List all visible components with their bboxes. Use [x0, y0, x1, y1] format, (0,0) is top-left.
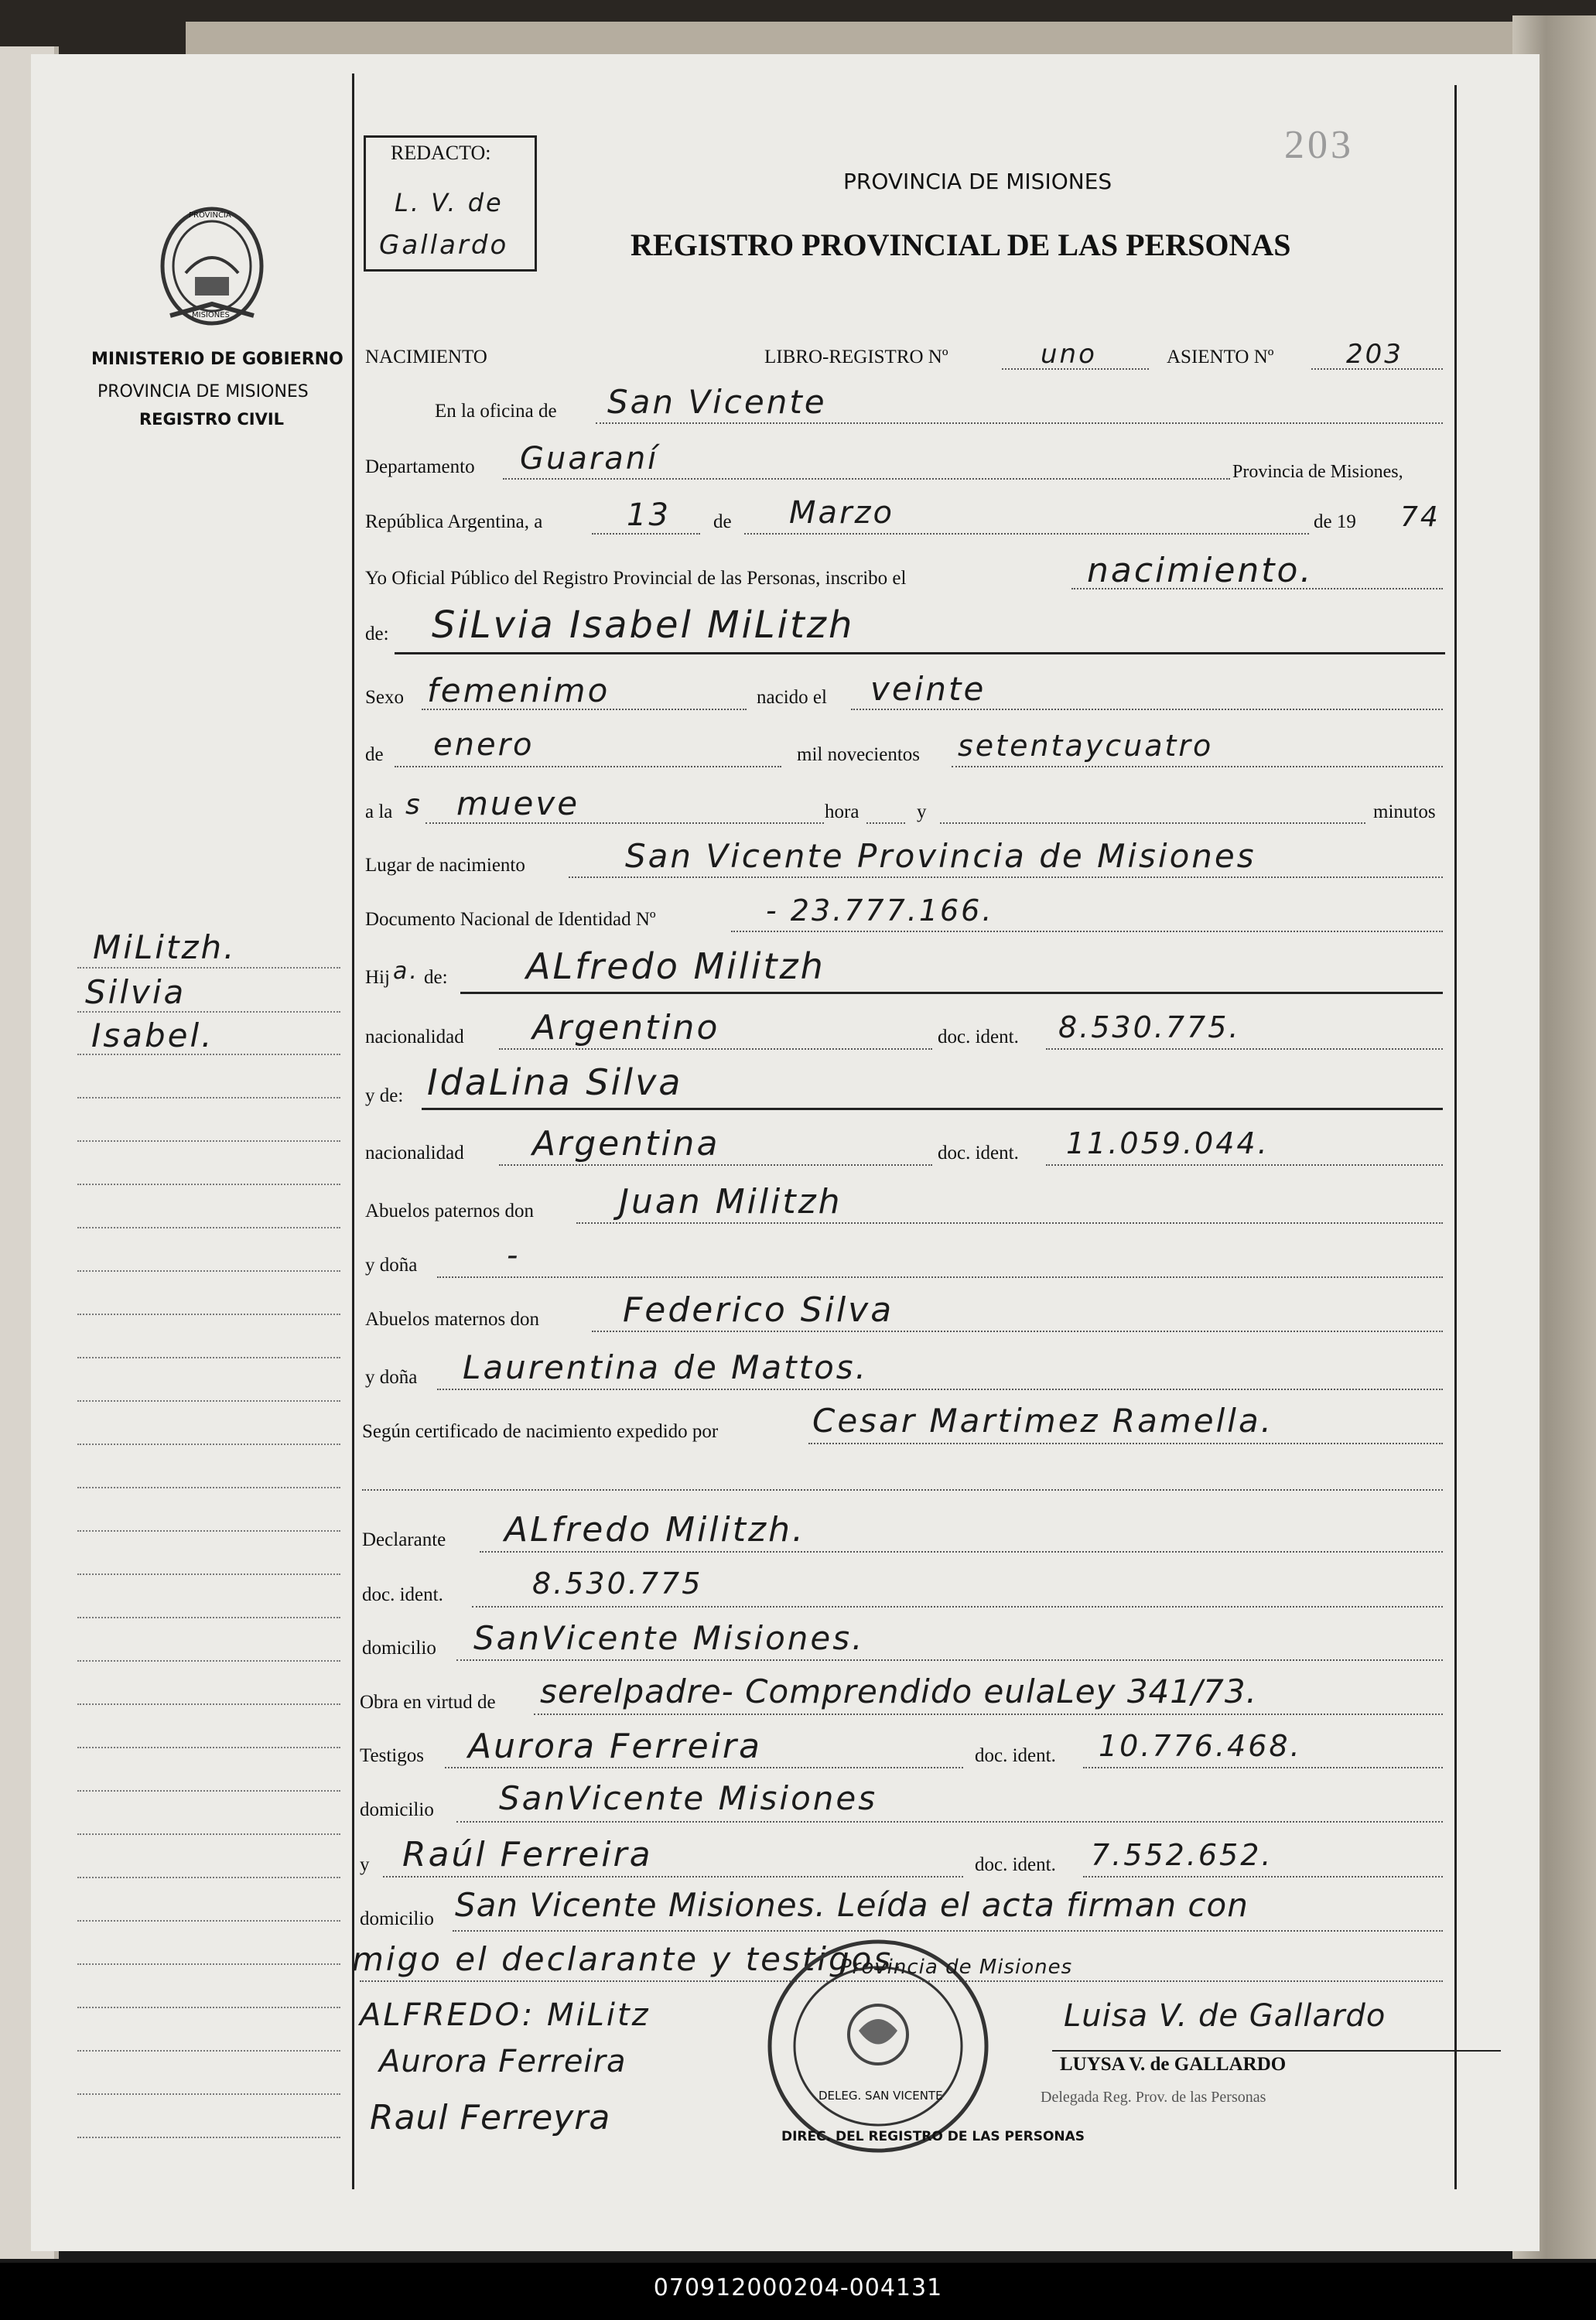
line-abuelo-paterno: [576, 1222, 1443, 1224]
line-lugar: [569, 876, 1443, 878]
signature-testigo-2: Raul Ferreyra: [370, 2098, 611, 2137]
value-madre: IdaLina Silva: [427, 1061, 683, 1103]
margin-line: [77, 967, 340, 969]
value-mes-nac: enero: [433, 727, 535, 763]
margin-line: [77, 2050, 340, 2052]
signature-official-line: [1052, 2050, 1501, 2052]
label-a-la: a la: [365, 801, 393, 822]
signature-official: Luisa V. de Gallardo: [1064, 1998, 1386, 2034]
label-de-nombre: de:: [365, 624, 389, 644]
value-testigo-1: Aurora Ferreira: [468, 1727, 762, 1766]
line-nacionalidad-madre: [499, 1164, 932, 1166]
label-testigos: Testigos: [360, 1745, 424, 1766]
value-sexo: femenimo: [427, 671, 610, 709]
label-documento: Documento Nacional de Identidad Nº: [365, 909, 656, 930]
margin-line: [77, 1920, 340, 1922]
value-lugar: San Vicente Provincia de Misiones: [625, 837, 1256, 875]
value-testigo-2-doc: 7.552.652.: [1091, 1838, 1273, 1872]
value-declarante-domicilio: SanVicente Misiones.: [473, 1619, 865, 1657]
line-testigo-1-domicilio: [456, 1821, 1443, 1823]
line-declarante-domicilio: [456, 1659, 1443, 1661]
label-testigo-2-domicilio: domicilio: [360, 1908, 434, 1929]
margin-name-1: MiLitzh.: [93, 928, 237, 966]
line-minutos: [940, 822, 1365, 824]
label-nacionalidad-madre: nacionalidad: [365, 1143, 464, 1163]
label-segun-certificado: Según certificado de nacimiento expedido por: [362, 1421, 719, 1442]
line-mes: [744, 533, 1309, 535]
value-nacido-el: veinte: [870, 670, 986, 708]
line-madre: [422, 1108, 1443, 1110]
margin-line: [77, 2007, 340, 2008]
line-oficina: [596, 422, 1443, 424]
value-testigo-1-doc: 10.776.468.: [1099, 1729, 1302, 1763]
label-y-minutos: y: [917, 801, 927, 822]
value-libro: uno: [1041, 339, 1097, 370]
margin-line: [77, 1790, 340, 1792]
value-mes: Marzo: [789, 495, 894, 531]
emblem-text-bottom: MISIONES: [192, 311, 230, 319]
redacto-value-2: Gallardo: [379, 230, 509, 261]
margin-line: [77, 1573, 340, 1575]
line-nacido-el: [851, 709, 1443, 710]
label-testigo-1-doc: doc. ident.: [975, 1745, 1056, 1766]
line-testigo-1-doc: [1083, 1767, 1443, 1768]
line-nacionalidad-padre: [499, 1048, 932, 1050]
redacto-label: REDACTO:: [391, 142, 491, 164]
label-nacimiento: NACIMIENTO: [365, 347, 487, 367]
line-anio-nac: [952, 766, 1443, 767]
label-yo-oficial: Yo Oficial Público del Registro Provincial de las Personas, inscribo el: [365, 568, 907, 589]
label-sexo: Sexo: [365, 687, 404, 708]
label-doc-padre: doc. ident.: [938, 1027, 1019, 1047]
value-padre-doc: 8.530.775.: [1058, 1010, 1241, 1044]
value-anio-nac: setentaycuatro: [958, 729, 1214, 763]
label-provincia-misiones: Provincia de Misiones,: [1232, 462, 1403, 482]
value-asiento: 203: [1346, 339, 1403, 370]
value-abuela-materna: Laurentina de Mattos.: [463, 1348, 869, 1386]
line-certificado: [808, 1443, 1443, 1444]
label-testigo-1-domicilio: domicilio: [360, 1799, 434, 1820]
margin-line: [77, 1227, 340, 1228]
line-nombre: [395, 652, 1445, 654]
label-y-dona-materna: y doña: [365, 1367, 418, 1388]
line-testigo-2-domicilio: [453, 1930, 1443, 1932]
redacto-value-1: L. V. de: [395, 188, 504, 217]
margin-line: [77, 1877, 340, 1878]
line-hora: [425, 822, 824, 824]
line-abuela-paterna: [437, 1276, 1443, 1278]
margin-line: [77, 1270, 340, 1272]
line-departamento: [503, 478, 1230, 480]
right-column-rule: [1454, 85, 1457, 2189]
label-hijo: Hij: [365, 967, 390, 988]
value-hora-suffix: s: [405, 789, 422, 821]
label-de-mes: de: [713, 511, 732, 532]
value-declarante-doc: 8.530.775: [532, 1567, 703, 1601]
label-mil-novecientos: mil novecientos: [797, 744, 920, 765]
line-documento: [731, 931, 1443, 932]
label-nacionalidad-padre: nacionalidad: [365, 1027, 464, 1047]
margin-line: [77, 1703, 340, 1705]
margin-line: [77, 1184, 340, 1185]
page-number: 203: [1284, 123, 1354, 167]
line-declarante-doc: [472, 1606, 1443, 1608]
margin-line: [77, 1314, 340, 1315]
margin-line: [77, 1140, 340, 1142]
image-id: 070912000204-004131: [653, 2274, 943, 2301]
margin-line: [77, 1054, 340, 1055]
value-dia: 13: [627, 497, 671, 533]
value-testigo-2: Raúl Ferreira: [402, 1835, 653, 1874]
value-hora: mueve: [456, 784, 580, 822]
header-province: PROVINCIA DE MISIONES: [843, 169, 1112, 194]
page-title: REGISTRO PROVINCIAL DE LAS PERSONAS: [631, 227, 1291, 262]
margin-line: [77, 1444, 340, 1445]
value-dni: - 23.777.166.: [766, 893, 994, 928]
line-testigo-1: [445, 1767, 963, 1768]
margin-line: [77, 1357, 340, 1358]
margin-line: [77, 1487, 340, 1488]
label-de-mes-nac: de: [365, 744, 384, 765]
value-anio: 74: [1400, 501, 1441, 533]
signature-declarante: ALFREDO: MiLitz: [360, 1997, 651, 2033]
official-name: LUYSA V. de GALLARDO: [1060, 2054, 1287, 2075]
value-obra-en-virtud: serelpadre- Comprendido eulaLey 341/73.: [540, 1673, 1257, 1710]
margin-line: [77, 1747, 340, 1748]
stamp-overlay-text: Provincia de Misiones: [839, 1956, 1073, 1979]
stamp-inner-text: DELEG. SAN VICENTE: [819, 2089, 943, 2103]
label-declarante-doc: doc. ident.: [362, 1584, 443, 1605]
line-doc-padre: [1046, 1048, 1443, 1050]
margin-line: [77, 1011, 340, 1013]
sidebar-ministry: MINISTERIO DE GOBIERNO: [91, 350, 343, 369]
label-testigo-2-doc: doc. ident.: [975, 1854, 1056, 1875]
label-hijo-de: de:: [424, 967, 448, 988]
value-padre: ALfredo Militzh: [526, 945, 825, 987]
margin-line: [77, 1400, 340, 1402]
label-declarante: Declarante: [362, 1529, 446, 1550]
value-abuelo-paterno: Juan Militzh: [619, 1182, 842, 1222]
value-madre-nacionalidad: Argentina: [532, 1124, 720, 1163]
label-de-19: de 19: [1314, 511, 1356, 532]
value-hijo-suffix: a.: [393, 958, 419, 985]
margin-line: [77, 2093, 340, 2095]
line-padre: [460, 992, 1443, 994]
value-inscribe: nacimiento.: [1087, 551, 1314, 590]
margin-line: [77, 1963, 340, 1965]
label-libro: LIBRO-REGISTRO Nº: [764, 347, 948, 367]
value-continuacion: migo el declarante y testigos.: [352, 1940, 906, 1978]
margin-name-3: Isabel.: [91, 1016, 214, 1054]
label-asiento: ASIENTO Nº: [1167, 347, 1274, 367]
label-abuelos-maternos: Abuelos maternos don: [365, 1309, 539, 1330]
label-departamento: Departamento: [365, 456, 475, 477]
label-abuelos-paternos: Abuelos paternos don: [365, 1201, 535, 1222]
value-abuela-paterna: -: [507, 1238, 521, 1273]
value-madre-doc: 11.059.044.: [1066, 1126, 1270, 1160]
margin-line: [77, 1833, 340, 1835]
value-testigo-2-domicilio: San Vicente Misiones. Leída el acta firman con: [455, 1886, 1249, 1924]
line-testigo-2-doc: [1083, 1876, 1443, 1878]
margin-line: [77, 2137, 340, 2138]
line-abuelo-materno: [592, 1331, 1443, 1332]
line-abuela-materna: [437, 1389, 1443, 1390]
stamp-ring-text: DIREC. DEL REGISTRO DE LAS PERSONAS: [781, 2129, 1085, 2144]
label-y-testigo-2: y: [360, 1854, 370, 1875]
margin-line: [77, 1097, 340, 1098]
label-hora: hora: [825, 801, 860, 822]
line-testigo-2: [383, 1876, 963, 1878]
value-certificado-por: Cesar Martimez Ramella.: [812, 1402, 1274, 1440]
official-title: Delegada Reg. Prov. de las Personas: [1041, 2089, 1266, 2106]
value-nombre: SiLvia Isabel MiLitzh: [432, 603, 855, 647]
line-declarante: [480, 1551, 1443, 1553]
emblem-text-top: PROVINCIA: [189, 211, 231, 220]
label-declarante-domicilio: domicilio: [362, 1638, 436, 1659]
left-column-rule: [352, 73, 354, 2189]
line-hora-b: [866, 822, 905, 824]
label-obra-en-virtud: Obra en virtud de: [360, 1692, 496, 1713]
sidebar-registry: REGISTRO CIVIL: [139, 410, 285, 429]
value-oficina: San Vicente: [607, 383, 827, 421]
label-y-de: y de:: [365, 1085, 404, 1106]
label-y-dona-paterna: y doña: [365, 1255, 418, 1276]
value-declarante: ALfredo Militzh.: [504, 1510, 805, 1550]
margin-line: [77, 1617, 340, 1618]
label-republica: República Argentina, a: [365, 511, 543, 532]
value-departamento: Guaraní: [520, 441, 659, 477]
label-lugar: Lugar de nacimiento: [365, 855, 525, 876]
margin-line: [77, 1530, 340, 1532]
label-minutos: minutos: [1373, 801, 1436, 822]
value-abuelo-materno: Federico Silva: [623, 1290, 894, 1330]
line-mes-nac: [395, 766, 781, 767]
line-dia: [592, 533, 700, 535]
sidebar-province: PROVINCIA DE MISIONES: [97, 382, 309, 401]
value-testigo-1-domicilio: SanVicente Misiones: [499, 1779, 878, 1817]
label-doc-madre: doc. ident.: [938, 1143, 1019, 1163]
line-obra: [534, 1714, 1443, 1715]
line-doc-madre: [1046, 1164, 1443, 1166]
margin-line: [77, 1660, 340, 1662]
label-nacido-el: nacido el: [757, 687, 827, 708]
signature-testigo-1: Aurora Ferreira: [379, 2044, 627, 2079]
label-oficina: En la oficina de: [435, 401, 557, 422]
margin-name-2: Silvia: [85, 973, 186, 1011]
value-padre-nacionalidad: Argentino: [532, 1008, 720, 1047]
line-certificado-2: [362, 1489, 1443, 1491]
